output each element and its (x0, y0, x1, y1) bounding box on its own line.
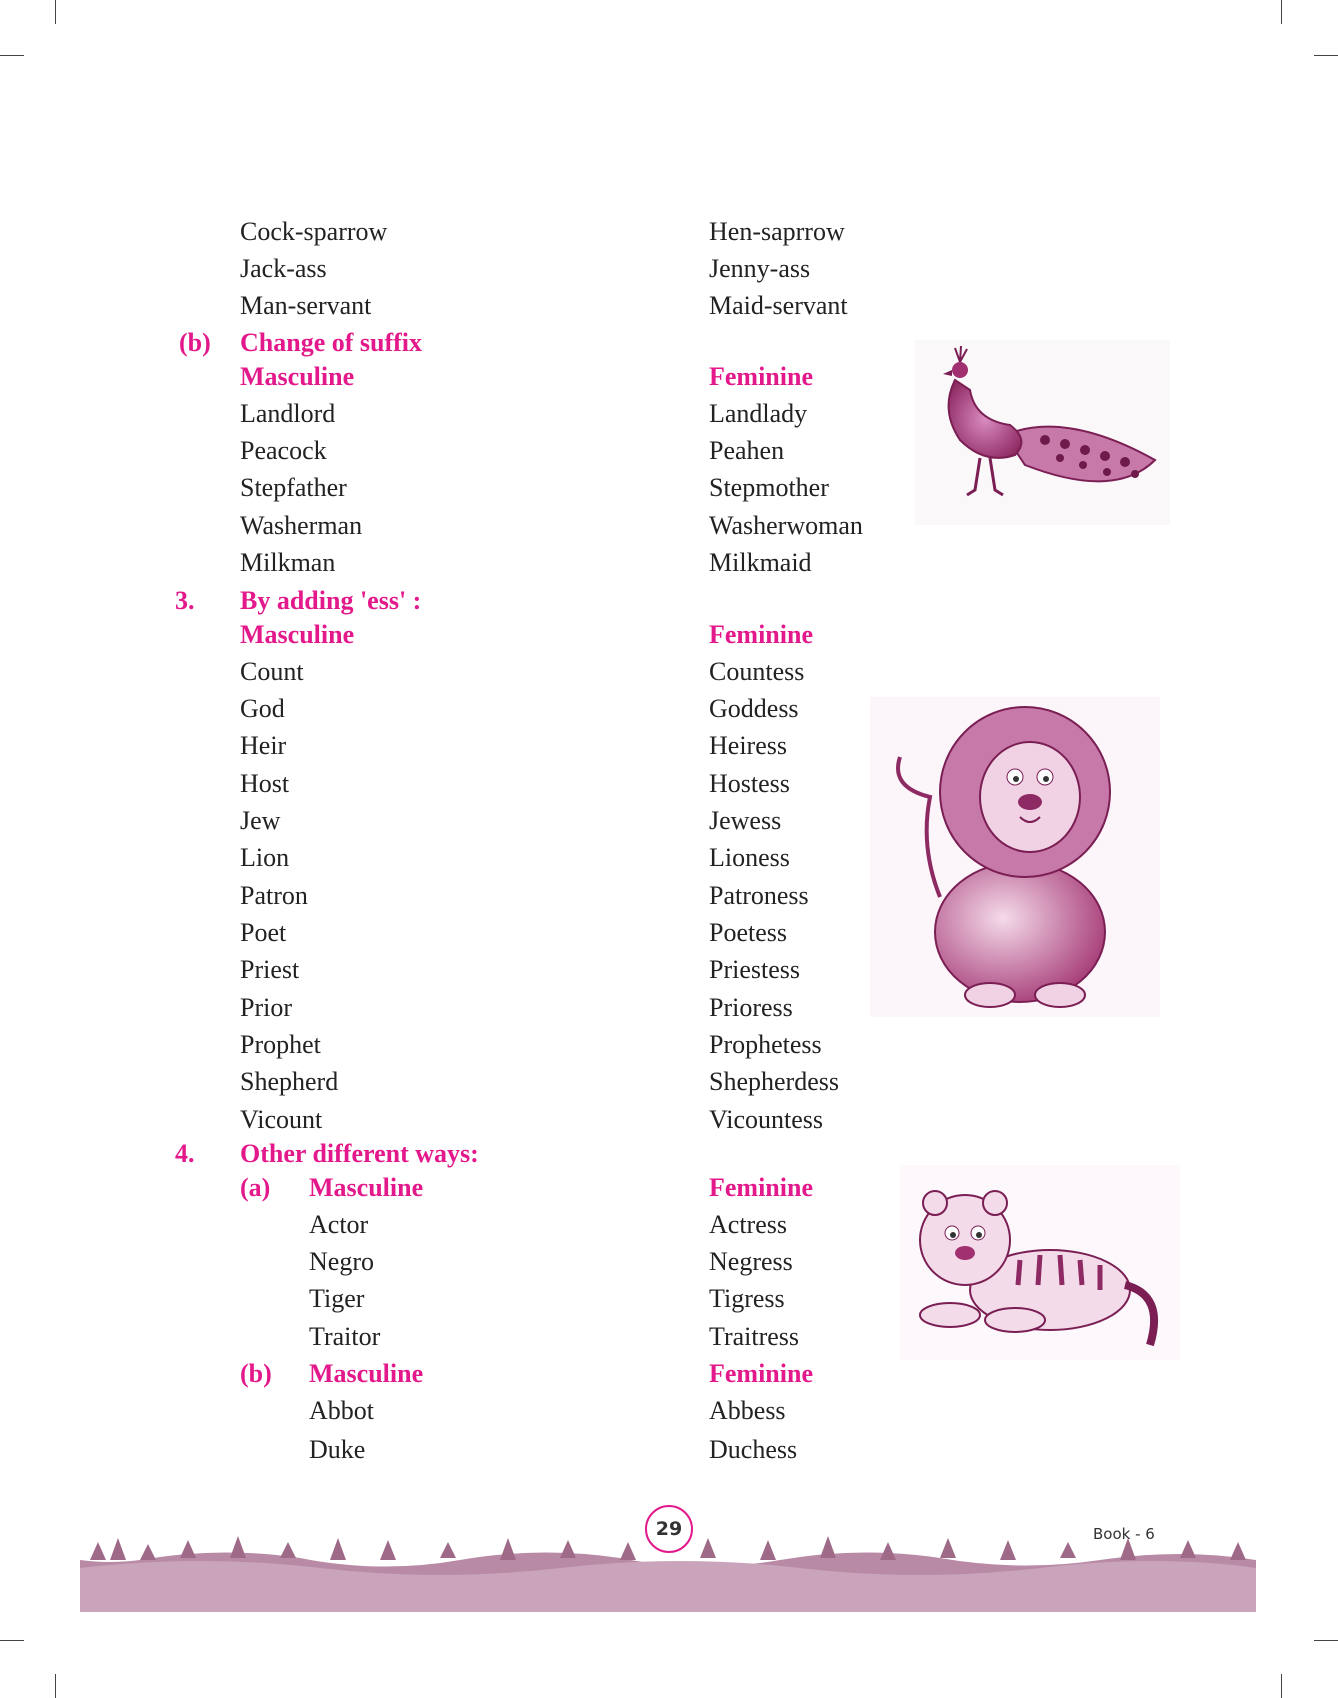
feminine-word: Maid-servant (709, 291, 848, 320)
masculine-word: Duke (309, 1435, 366, 1464)
section-marker: 3. (175, 586, 195, 615)
masculine-heading: Masculine (240, 620, 355, 649)
crop-mark (1281, 1674, 1282, 1698)
masculine-word: Prophet (240, 1030, 321, 1059)
feminine-word: Actress (709, 1210, 787, 1239)
masculine-word: Negro (309, 1247, 374, 1276)
masculine-word: Jack-ass (240, 254, 327, 283)
masculine-word: Traitor (309, 1322, 381, 1351)
feminine-word: Stepmother (709, 473, 829, 502)
feminine-word: Milkmaid (709, 548, 812, 577)
feminine-word: Hostess (709, 769, 790, 798)
feminine-word: Landlady (709, 399, 808, 428)
crop-mark (1314, 55, 1338, 56)
feminine-word: Patroness (709, 881, 809, 910)
crop-mark (55, 0, 56, 24)
masculine-word: Milkman (240, 548, 336, 577)
masculine-word: Abbot (309, 1396, 374, 1425)
section-title: By adding 'ess' : (240, 586, 422, 615)
section-title: Other different ways: (240, 1139, 479, 1168)
masculine-word: Landlord (240, 399, 336, 428)
feminine-word: Heiress (709, 731, 787, 760)
crop-mark (55, 1674, 56, 1698)
section-marker: (b) (179, 328, 211, 357)
masculine-word: Heir (240, 731, 287, 760)
section-marker: 4. (175, 1139, 195, 1168)
masculine-word: God (240, 694, 285, 723)
feminine-word: Lioness (709, 843, 790, 872)
peacock-illustration (915, 340, 1170, 525)
feminine-word: Jewess (709, 806, 782, 835)
masculine-word: Shepherd (240, 1067, 339, 1096)
crop-mark (1314, 1640, 1338, 1641)
feminine-word: Poetess (709, 918, 787, 947)
feminine-word: Abbess (709, 1396, 786, 1425)
masculine-word: Man-servant (240, 291, 372, 320)
crop-mark (1281, 0, 1282, 24)
masculine-word: Lion (240, 843, 290, 872)
page-number: 29 (645, 1505, 693, 1553)
feminine-heading: Feminine (709, 620, 813, 649)
masculine-word: Host (240, 769, 290, 798)
feminine-heading: Feminine (709, 1173, 813, 1202)
feminine-word: Duchess (709, 1435, 798, 1464)
feminine-word: Vicountess (709, 1105, 823, 1134)
crop-mark (0, 55, 24, 56)
feminine-word: Peahen (709, 436, 785, 465)
feminine-word: Prioress (709, 993, 793, 1022)
masculine-word: Jew (240, 806, 281, 835)
masculine-word: Peacock (240, 436, 327, 465)
masculine-word: Cock-sparrow (240, 217, 388, 246)
masculine-word: Patron (240, 881, 308, 910)
masculine-word: Poet (240, 918, 287, 947)
masculine-word: Actor (309, 1210, 369, 1239)
tiger-illustration (900, 1165, 1180, 1360)
subsection-marker: (b) (240, 1359, 272, 1388)
masculine-heading: Masculine (309, 1359, 424, 1388)
feminine-word: Prophetess (709, 1030, 822, 1059)
feminine-word: Washerwoman (709, 511, 863, 540)
feminine-heading: Feminine (709, 362, 813, 391)
feminine-word: Hen-saprrow (709, 217, 845, 246)
feminine-word: Countess (709, 657, 805, 686)
masculine-word: Tiger (309, 1284, 365, 1313)
masculine-word: Count (240, 657, 304, 686)
masculine-word: Stepfather (240, 473, 347, 502)
feminine-word: Shepherdess (709, 1067, 839, 1096)
masculine-heading: Masculine (240, 362, 355, 391)
masculine-word: Washerman (240, 511, 363, 540)
feminine-word: Traitress (709, 1322, 800, 1351)
feminine-word: Negress (709, 1247, 793, 1276)
subsection-marker: (a) (240, 1173, 271, 1202)
masculine-word: Prior (240, 993, 292, 1022)
section-title: Change of suffix (240, 328, 423, 357)
lion-illustration (870, 697, 1160, 1017)
book-label: Book - 6 (1093, 1525, 1155, 1543)
feminine-word: Goddess (709, 694, 799, 723)
feminine-word: Tigress (709, 1284, 785, 1313)
feminine-word: Priestess (709, 955, 800, 984)
masculine-word: Priest (240, 955, 300, 984)
feminine-word: Jenny-ass (709, 254, 811, 283)
masculine-heading: Masculine (309, 1173, 424, 1202)
crop-mark (0, 1640, 24, 1641)
masculine-word: Vicount (240, 1105, 323, 1134)
feminine-heading: Feminine (709, 1359, 813, 1388)
